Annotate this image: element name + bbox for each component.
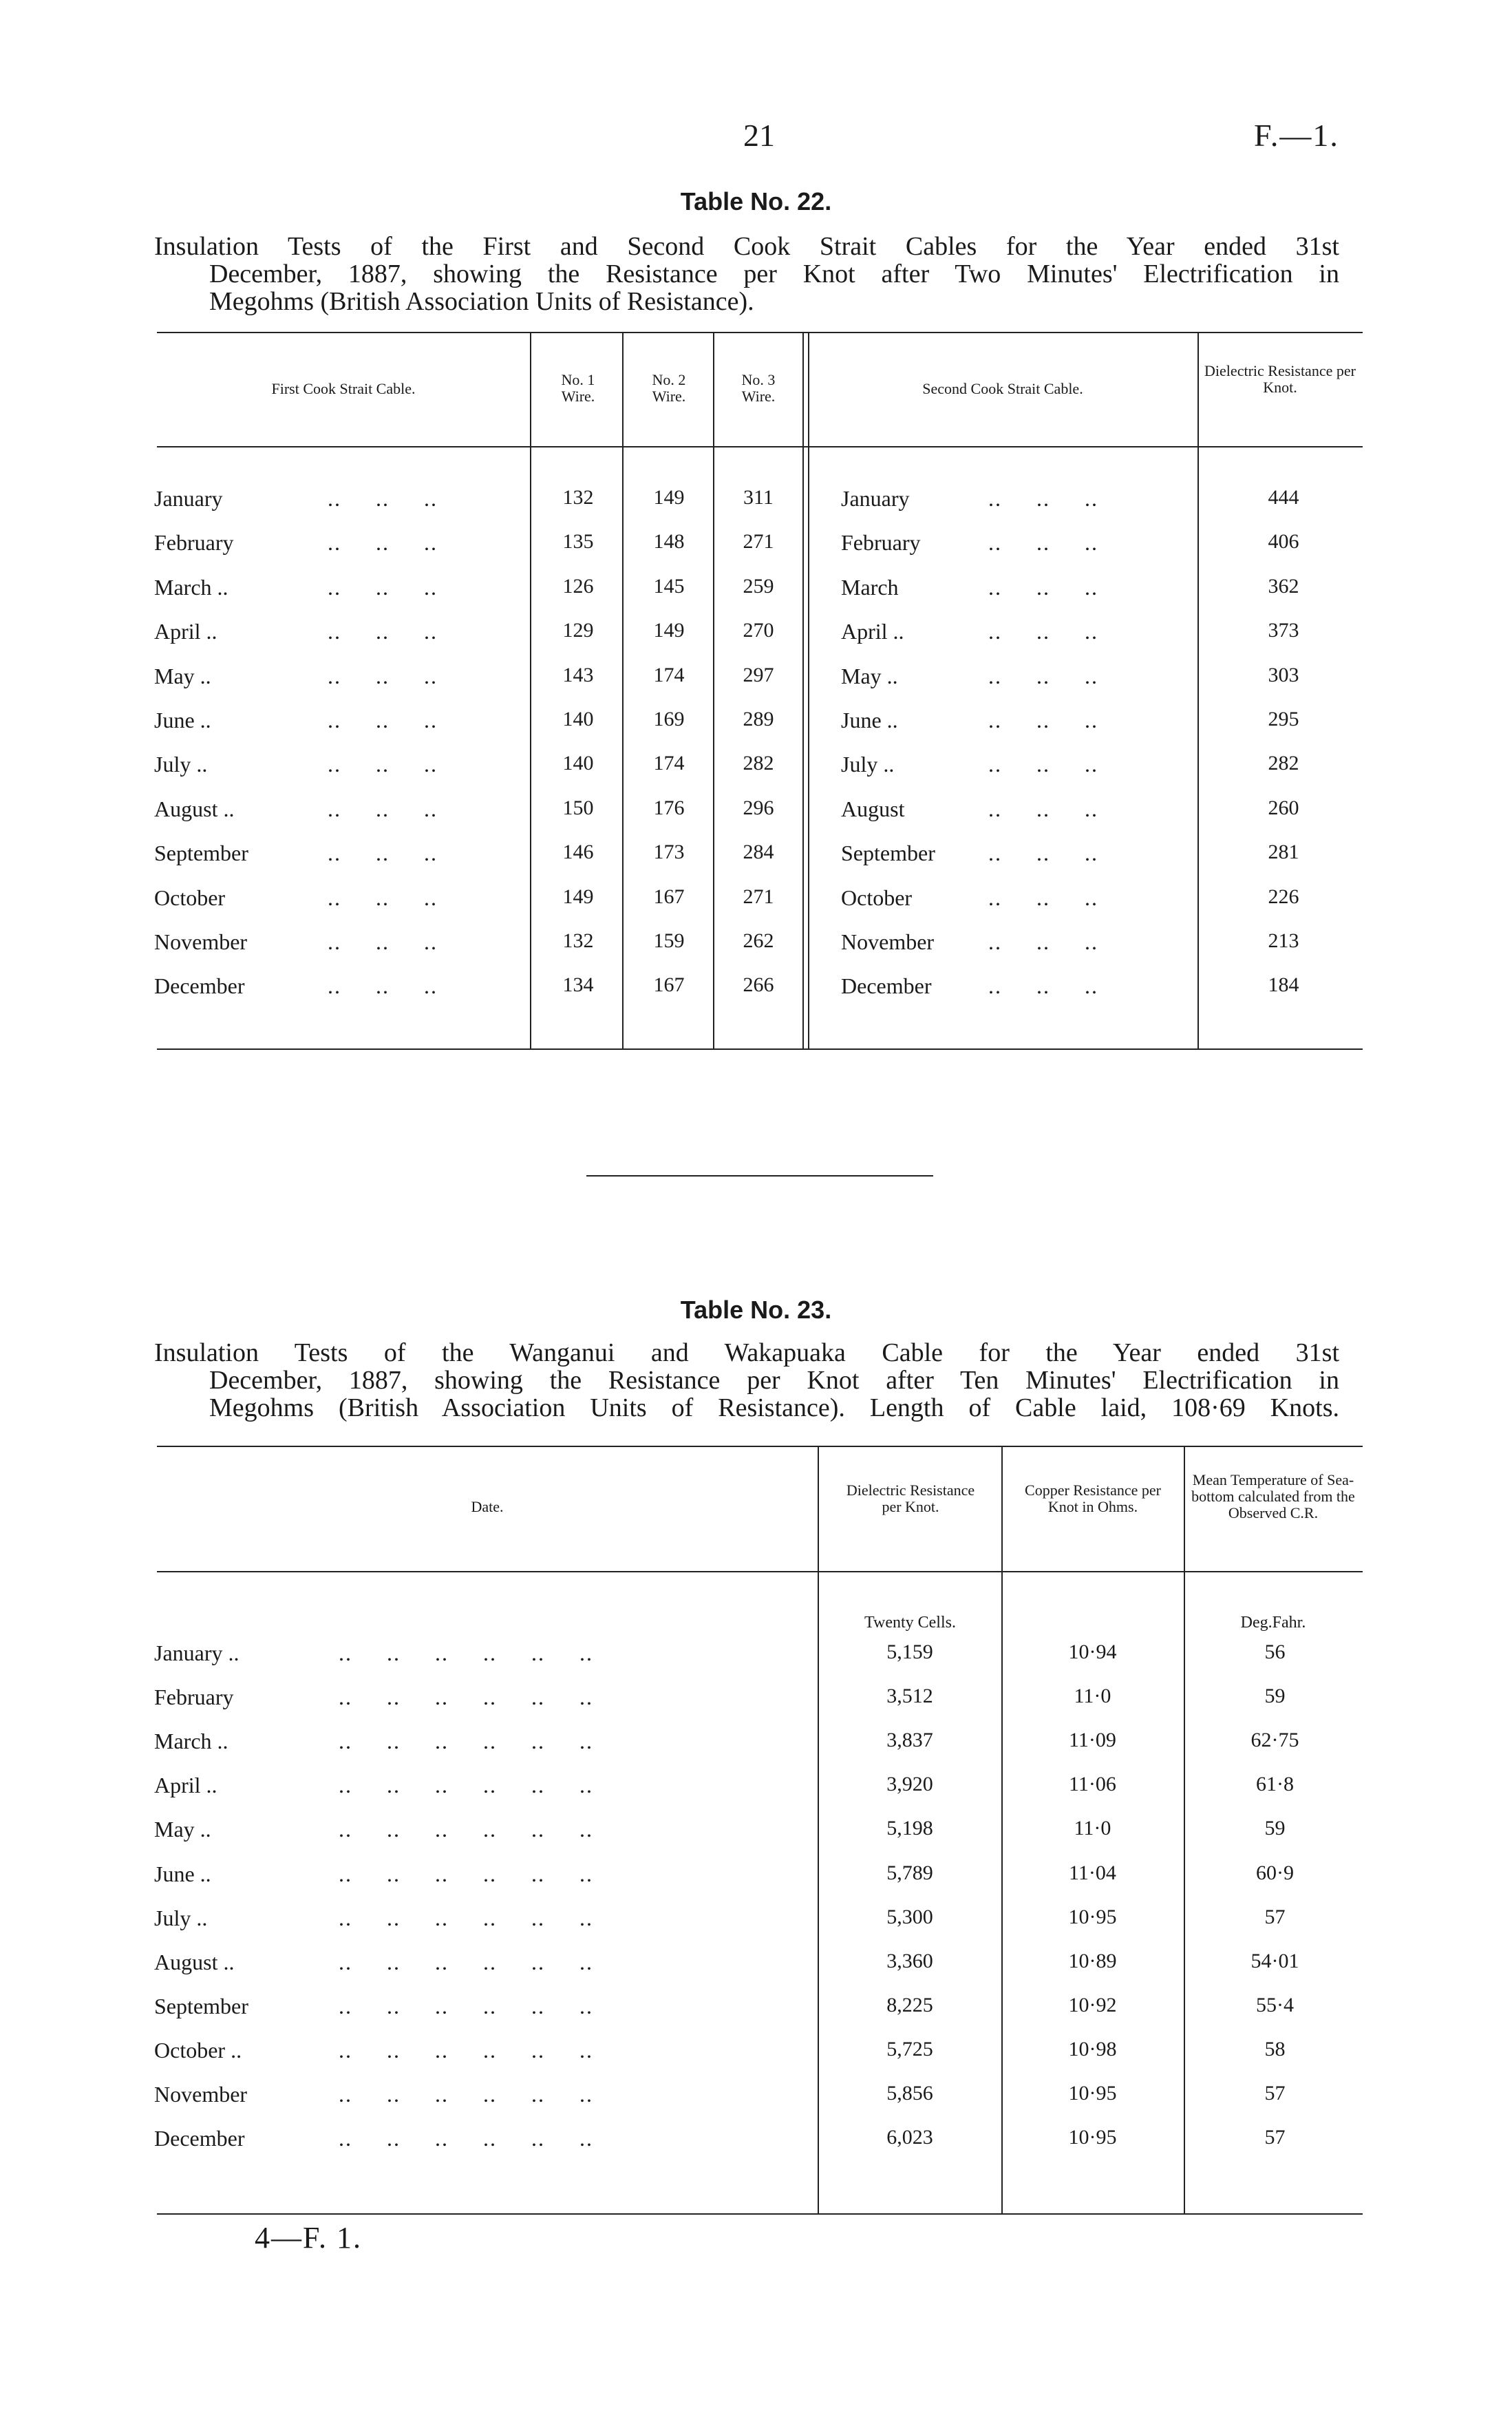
leader-dots: .. .. ..: [328, 708, 438, 732]
row-dielectric: 362: [1268, 575, 1299, 598]
table-23-col-divider: [1184, 1446, 1185, 2213]
row-temperature: 61·8: [1256, 1773, 1294, 1795]
row-copper: 10·98: [1068, 2038, 1117, 2060]
row-month: July ..: [154, 1906, 208, 1930]
row-month: September: [154, 1994, 248, 2018]
row-copper: 11·09: [1069, 1729, 1116, 1751]
row-dielectric: 213: [1268, 929, 1299, 952]
table-22-bottom-rule: [157, 1048, 1363, 1050]
row-month: April ..: [154, 1773, 217, 1797]
row-no1: 140: [562, 752, 594, 774]
header-no3-wire: No. 3 Wire.: [741, 371, 776, 405]
row-month-2: July ..: [841, 752, 895, 777]
row-temperature: 59: [1264, 1817, 1286, 1839]
leader-dots: .. .. ..: [328, 929, 438, 954]
row-no3: 311: [743, 486, 774, 509]
table-22-desc-line-2: December, 1887, showing the Resistance per Knot after Two Minutes' Electrification in: [209, 260, 1339, 288]
row-no2: 149: [653, 486, 685, 509]
row-dielectric: 281: [1268, 841, 1299, 863]
table-23-desc-line-3: Megohms (British Association Units of Resistance). Length of Cable laid, 108·69 Knots.: [209, 1393, 1339, 1422]
leader-dots: .. .. .. .. .. ..: [339, 1817, 593, 1842]
leader-dots: .. .. .. .. .. ..: [339, 1729, 593, 1753]
leader-dots: .. .. ..: [328, 486, 438, 511]
row-no2: 145: [653, 575, 685, 598]
row-copper: 10·95: [1068, 2126, 1117, 2149]
leader-dots: .. .. ..: [988, 841, 1098, 865]
table-23-top-rule: [157, 1446, 1363, 1447]
row-month: May ..: [154, 1817, 211, 1842]
header-no1-wire: No. 1 Wire.: [561, 371, 595, 405]
row-dielectric: 282: [1268, 752, 1299, 774]
row-temperature: 62·75: [1250, 1729, 1299, 1751]
header-second-cable: Second Cook Strait Cable.: [922, 380, 1083, 397]
row-no3: 266: [743, 973, 774, 996]
row-month-2: August: [841, 797, 905, 821]
row-no1: 134: [562, 973, 594, 996]
row-temperature: 57: [1264, 2126, 1286, 2149]
row-temperature: 54·01: [1250, 1950, 1299, 1972]
row-copper: 10·89: [1068, 1950, 1117, 1972]
table-23-desc-line-2: December, 1887, showing the Resistance per Knot after Ten Minutes' Electrification in: [209, 1366, 1339, 1395]
row-no1: 132: [562, 486, 594, 509]
row-month-2: May ..: [841, 664, 898, 688]
leader-dots: .. .. ..: [988, 619, 1098, 644]
table-22-desc-line-1: Insulation Tests of the First and Second Cook Strait Cables for the Year ended 31st: [154, 232, 1339, 261]
leader-dots: .. .. .. .. .. ..: [339, 2038, 593, 2063]
row-temperature: 57: [1264, 2082, 1286, 2105]
leader-dots: .. .. .. .. .. ..: [339, 1994, 593, 2018]
row-temperature: 55·4: [1256, 1994, 1294, 2016]
row-temperature: 59: [1264, 1685, 1286, 1707]
row-no3: 259: [743, 575, 774, 598]
row-month-2: January: [841, 486, 910, 511]
row-no3: 262: [743, 929, 774, 952]
row-dielectric: 3,837: [886, 1729, 933, 1751]
row-dielectric: 444: [1268, 486, 1299, 509]
row-no1: 149: [562, 885, 594, 908]
row-dielectric: 5,198: [886, 1817, 933, 1839]
section-divider: [586, 1175, 933, 1177]
leader-dots: .. .. .. .. .. ..: [339, 1685, 593, 1709]
leader-dots: .. .. .. .. .. ..: [339, 1773, 593, 1797]
row-month-2: October: [841, 885, 913, 910]
table-22-header-rule: [157, 446, 1363, 447]
leader-dots: .. .. ..: [988, 708, 1098, 732]
leader-dots: .. .. ..: [988, 929, 1098, 954]
row-month-2: June ..: [841, 708, 898, 732]
leader-dots: .. .. ..: [988, 885, 1098, 910]
table-23-description: [154, 1339, 1339, 1422]
unit-deg-fahr: Deg.Fahr.: [1240, 1614, 1306, 1632]
row-month: July ..: [154, 752, 208, 777]
row-no1: 132: [562, 929, 594, 952]
leader-dots: .. .. ..: [328, 885, 438, 910]
leader-dots: .. .. ..: [328, 752, 438, 777]
row-month: January: [154, 486, 223, 511]
leader-dots: .. .. ..: [988, 973, 1098, 998]
row-month: February: [154, 530, 234, 555]
row-dielectric: 184: [1268, 973, 1299, 996]
row-dielectric: 3,360: [886, 1950, 933, 1972]
row-month: October ..: [154, 2038, 242, 2063]
leader-dots: .. .. .. .. .. ..: [339, 2082, 593, 2107]
row-no3: 282: [743, 752, 774, 774]
row-temperature: 60·9: [1256, 1862, 1294, 1884]
row-no1: 150: [562, 797, 594, 819]
row-no2: 174: [653, 664, 685, 686]
row-copper: 10·92: [1068, 1994, 1117, 2016]
row-no2: 167: [653, 973, 685, 996]
row-no3: 297: [743, 664, 774, 686]
row-no1: 140: [562, 708, 594, 730]
row-no2: 149: [653, 619, 685, 642]
row-copper: 11·04: [1069, 1862, 1116, 1884]
row-dielectric: 5,856: [886, 2082, 933, 2105]
row-no1: 129: [562, 619, 594, 642]
row-month: December: [154, 2126, 245, 2151]
leader-dots: .. .. .. .. .. ..: [339, 2126, 593, 2151]
row-no2: 159: [653, 929, 685, 952]
row-month-2: September: [841, 841, 935, 865]
row-no2: 169: [653, 708, 685, 730]
row-month: December: [154, 973, 245, 998]
row-copper: 11·0: [1074, 1817, 1111, 1839]
row-month: March ..: [154, 575, 228, 600]
table-23-col-divider: [1001, 1446, 1003, 2213]
row-month-2: December: [841, 973, 932, 998]
row-no2: 176: [653, 797, 685, 819]
row-no2: 148: [653, 530, 685, 553]
row-dielectric: 3,920: [886, 1773, 933, 1795]
table-22-title: Table No. 22.: [680, 187, 832, 215]
leader-dots: .. .. .. .. .. ..: [339, 1906, 593, 1930]
row-no3: 296: [743, 797, 774, 819]
leader-dots: .. .. ..: [328, 797, 438, 821]
row-month: January ..: [154, 1641, 239, 1665]
table-23-header-rule: [157, 1571, 1363, 1572]
row-dielectric: 5,789: [886, 1862, 933, 1884]
table-22-description: [154, 233, 1339, 315]
leader-dots: .. .. ..: [328, 973, 438, 998]
row-temperature: 58: [1264, 2038, 1286, 2060]
row-month: June ..: [154, 708, 211, 732]
row-no3: 289: [743, 708, 774, 730]
header-copper: Copper Resistance per Knot in Ohms.: [1025, 1481, 1161, 1515]
header-dielectric: Dielectric Resistance per Knot.: [1204, 362, 1356, 396]
row-dielectric: 226: [1268, 885, 1299, 908]
row-dielectric: 5,725: [886, 2038, 933, 2060]
row-month: February: [154, 1685, 234, 1709]
row-month: August ..: [154, 797, 235, 821]
row-no1: 143: [562, 664, 594, 686]
row-dielectric: 5,159: [886, 1641, 933, 1663]
row-month: October: [154, 885, 226, 910]
row-copper: 10·95: [1068, 1906, 1117, 1928]
header-dielectric-23: Dielectric Resistance per Knot.: [846, 1481, 975, 1515]
row-month: April ..: [154, 619, 217, 644]
leader-dots: .. .. ..: [988, 575, 1098, 600]
row-month: September: [154, 841, 248, 865]
unit-twenty-cells: Twenty Cells.: [864, 1614, 956, 1632]
header-date: Date.: [471, 1498, 504, 1515]
page-reference: F.—1.: [1254, 118, 1339, 153]
header-temperature: Mean Temperature of Sea-bottom calculated from the Observed C.R.: [1191, 1471, 1355, 1521]
row-month-2: February: [841, 530, 921, 555]
leader-dots: .. .. .. .. .. ..: [339, 1862, 593, 1886]
table-22-col-divider: [622, 332, 624, 1048]
row-month: August ..: [154, 1950, 235, 1974]
row-no3: 271: [743, 885, 774, 908]
row-dielectric: 3,512: [886, 1685, 933, 1707]
leader-dots: .. .. .. .. .. ..: [339, 1641, 593, 1665]
row-temperature: 57: [1264, 1906, 1286, 1928]
leader-dots: .. .. ..: [988, 664, 1098, 688]
footer-signature: 4—F. 1.: [255, 2221, 362, 2255]
row-dielectric: 295: [1268, 708, 1299, 730]
row-temperature: 56: [1264, 1641, 1286, 1663]
row-copper: 10·94: [1068, 1641, 1117, 1663]
row-no2: 167: [653, 885, 685, 908]
row-month: June ..: [154, 1862, 211, 1886]
leader-dots: .. .. ..: [328, 841, 438, 865]
leader-dots: .. .. ..: [988, 486, 1098, 511]
row-no3: 271: [743, 530, 774, 553]
row-month-2: November: [841, 929, 935, 954]
row-month: May ..: [154, 664, 211, 688]
table-23-desc-line-1: Insulation Tests of the Wanganui and Wakapuaka Cable for the Year ended 31st: [154, 1338, 1339, 1367]
table-23-title: Table No. 23.: [680, 1296, 832, 1324]
table-22-col-divider: [808, 332, 809, 1048]
table-22-col-divider: [713, 332, 714, 1048]
row-month: November: [154, 929, 248, 954]
row-copper: 11·0: [1074, 1685, 1111, 1707]
header-first-cable: First Cook Strait Cable.: [271, 380, 416, 397]
row-month: March ..: [154, 1729, 228, 1753]
row-no1: 135: [562, 530, 594, 553]
table-22-col-divider: [802, 332, 804, 1048]
row-dielectric: 303: [1268, 664, 1299, 686]
page-number: 21: [743, 118, 775, 153]
row-no2: 173: [653, 841, 685, 863]
leader-dots: .. .. .. .. .. ..: [339, 1950, 593, 1974]
row-no2: 174: [653, 752, 685, 774]
row-no1: 126: [562, 575, 594, 598]
row-dielectric: 6,023: [886, 2126, 933, 2149]
row-dielectric: 8,225: [886, 1994, 933, 2016]
row-dielectric: 406: [1268, 530, 1299, 553]
row-no3: 284: [743, 841, 774, 863]
table-22-desc-line-3: Megohms (British Association Units of Resistance).: [209, 287, 754, 316]
table-22-col-divider: [530, 332, 531, 1048]
leader-dots: .. .. ..: [988, 797, 1098, 821]
leader-dots: .. .. ..: [328, 664, 438, 688]
row-no3: 270: [743, 619, 774, 642]
header-no2-wire: No. 2 Wire.: [652, 371, 686, 405]
row-month-2: March: [841, 575, 899, 600]
row-month: November: [154, 2082, 248, 2107]
row-dielectric: 373: [1268, 619, 1299, 642]
leader-dots: .. .. ..: [988, 752, 1098, 777]
leader-dots: .. .. ..: [328, 530, 438, 555]
row-no1: 146: [562, 841, 594, 863]
leader-dots: .. .. ..: [988, 530, 1098, 555]
leader-dots: .. .. ..: [328, 619, 438, 644]
row-copper: 11·06: [1069, 1773, 1116, 1795]
table-23-col-divider: [818, 1446, 819, 2213]
table-23-bottom-rule: [157, 2213, 1363, 2215]
row-month-2: April ..: [841, 619, 904, 644]
row-dielectric: 260: [1268, 797, 1299, 819]
table-22-top-rule: [157, 332, 1363, 333]
table-22-col-divider: [1197, 332, 1199, 1048]
row-copper: 10·95: [1068, 2082, 1117, 2105]
row-dielectric: 5,300: [886, 1906, 933, 1928]
leader-dots: .. .. ..: [328, 575, 438, 600]
